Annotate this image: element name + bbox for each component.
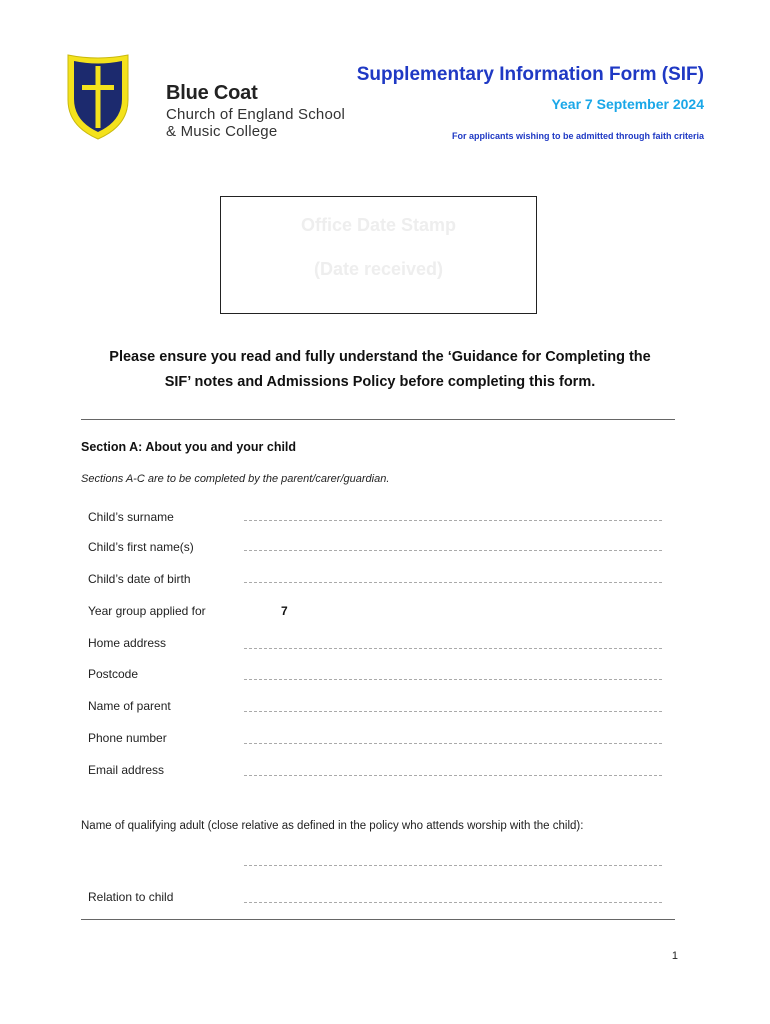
school-name: Blue Coat <box>166 82 258 104</box>
field-label-home-address: Home address <box>88 636 167 650</box>
instruction-line1: Please ensure you read and fully understand the ‘Guidance for Completing the <box>109 349 651 365</box>
field-label-date-of-birth: Child’s date of birth <box>88 572 191 586</box>
field-input-qualifying-adult[interactable] <box>244 865 662 866</box>
school-subtitle-line1: Church of England School <box>166 106 346 123</box>
field-input-surname[interactable] <box>244 520 662 521</box>
form-title: Supplementary Information Form (SIF) <box>356 64 704 85</box>
field-input-parent-name[interactable] <box>244 711 662 712</box>
section-a-note: Sections A-C are to be completed by the parent/carer/guardian. <box>81 473 390 485</box>
field-label-relation: Relation to child <box>88 890 174 904</box>
field-input-relation[interactable] <box>244 902 662 903</box>
field-label-email: Email address <box>88 763 165 777</box>
stamp-sublabel: (Date received) <box>313 259 444 279</box>
qualifying-adult-label: Name of qualifying adult (close relative as defined in the policy who attends worship with the child): <box>81 820 584 832</box>
field-input-first-names[interactable] <box>244 550 662 551</box>
field-input-postcode[interactable] <box>244 679 662 680</box>
divider-top <box>81 419 675 420</box>
field-input-home-address[interactable] <box>244 648 662 649</box>
field-input-email[interactable] <box>244 775 662 776</box>
field-input-phone[interactable] <box>244 743 662 744</box>
field-label-phone: Phone number <box>88 731 167 745</box>
field-input-date-of-birth[interactable] <box>244 582 662 583</box>
field-label-parent-name: Name of parent <box>88 699 171 713</box>
school-crest-logo <box>66 52 130 142</box>
page-number: 1 <box>671 950 678 962</box>
instruction-line2: SIF’ notes and Admissions Policy before completing this form. <box>164 374 596 390</box>
office-date-stamp-box <box>220 196 537 314</box>
form-year: Year 7 September 2024 <box>551 96 704 112</box>
field-label-first-names: Child’s first name(s) <box>88 540 194 554</box>
form-note: For applicants wishing to be admitted through faith criteria <box>451 131 704 141</box>
stamp-label: Office Date Stamp <box>300 215 457 235</box>
school-subtitle-line2: & Music College <box>166 123 278 140</box>
section-a-title: Section A: About you and your child <box>81 440 297 454</box>
field-value-year-group: 7 <box>281 604 288 618</box>
field-label-surname: Child’s surname <box>88 510 174 524</box>
divider-bottom <box>81 919 675 920</box>
field-label-year-group: Year group applied for <box>88 604 206 618</box>
field-label-postcode: Postcode <box>88 667 139 681</box>
